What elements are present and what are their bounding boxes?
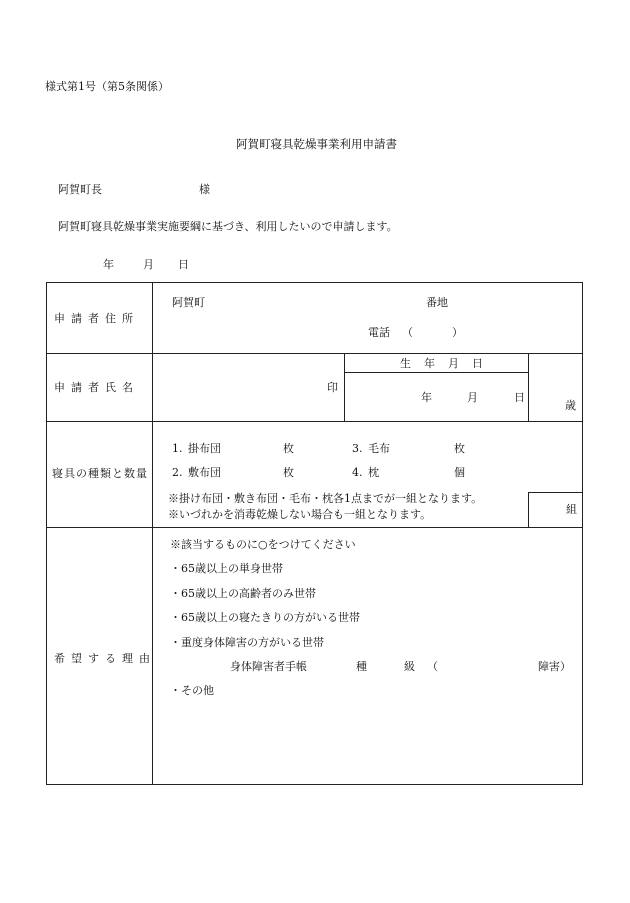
- birth-header-4: 日: [472, 357, 483, 370]
- date-month-label: 月: [143, 258, 154, 271]
- item-num-3: 3.: [352, 442, 363, 455]
- birth-month-label: 月: [467, 391, 478, 404]
- set-box-top: [528, 492, 582, 493]
- reason-option-3: ・65歳以上の寝たきりの方がいる世帯: [170, 611, 360, 624]
- birth-header-3: 月: [448, 357, 459, 370]
- item-name-3: 毛布: [368, 442, 390, 455]
- set-box-left: [528, 492, 529, 527]
- item-name-1: 掛布団: [188, 442, 221, 455]
- birth-header-1: 生: [400, 357, 411, 370]
- reason-option-other: ・その他: [170, 684, 214, 697]
- address-banchi: 番地: [426, 296, 448, 309]
- row-divider-2: [47, 421, 582, 422]
- item-num-4: 4.: [352, 466, 363, 479]
- reason-option-2: ・65歳以上の高齢者のみ世帯: [170, 587, 316, 600]
- handbook-grade: 級: [404, 660, 415, 673]
- item-name-4: 枕: [368, 466, 379, 479]
- form-number: 様式第1号（第5条関係）: [45, 80, 169, 93]
- date-day-label: 日: [178, 258, 189, 271]
- handbook-type: 種: [356, 660, 367, 673]
- item-num-1: 1.: [172, 442, 183, 455]
- row-divider-1: [47, 353, 582, 354]
- bedding-note-1: ※掛け布団・敷き布団・毛布・枕各1点までが一組となります。: [168, 492, 483, 505]
- handbook-close: 障害）: [538, 660, 571, 673]
- bedding-label: 寝具の種類と数量: [52, 467, 148, 480]
- handbook-label: 身体障害者手帳: [230, 660, 307, 673]
- birth-header-divider: [344, 372, 528, 373]
- label-column-divider: [152, 283, 153, 784]
- item-unit-3: 枚: [454, 442, 465, 455]
- birth-year-label: 年: [421, 391, 432, 404]
- application-table: [46, 282, 583, 785]
- item-name-2: 敷布団: [188, 466, 221, 479]
- reason-instruction: ※該当するものに○をつけてください: [170, 538, 356, 551]
- address-town: 阿賀町: [172, 296, 205, 309]
- reason-option-1: ・65歳以上の単身世帯: [170, 562, 283, 575]
- item-unit-2: 枚: [283, 466, 294, 479]
- addressee-honorific: 様: [199, 183, 210, 196]
- item-unit-4: 個: [454, 466, 465, 479]
- birth-header-2: 年: [424, 357, 435, 370]
- address-label: 申請者住所: [54, 312, 139, 325]
- seal-mark: 印: [327, 381, 338, 394]
- date-year-label: 年: [103, 258, 114, 271]
- addressee-mayor: 阿賀町長: [58, 183, 102, 196]
- item-num-2: 2.: [172, 466, 183, 479]
- bedding-note-2: ※いづれかを消毒乾燥しない場合も一組となります。: [168, 508, 432, 521]
- reason-label: 希望する理由: [54, 652, 156, 665]
- phone-close-paren: ）: [452, 326, 463, 339]
- set-unit: 組: [566, 503, 577, 516]
- item-unit-1: 枚: [283, 442, 294, 455]
- phone-open-paren: （: [402, 326, 413, 339]
- form-title: 阿賀町寝具乾燥事業利用申請書: [236, 137, 397, 151]
- handbook-open-paren: （: [427, 660, 438, 673]
- birth-day-label: 日: [514, 391, 525, 404]
- row-divider-3: [47, 527, 582, 528]
- phone-label: 電話: [368, 326, 390, 339]
- age-column-divider: [528, 353, 529, 421]
- reason-option-4: ・重度身体障害の方がいる世帯: [170, 636, 324, 649]
- name-label: 申請者氏名: [54, 381, 139, 394]
- application-statement: 阿賀町寝具乾燥事業実施要綱に基づき、利用したいので申請します。: [58, 220, 398, 233]
- birth-column-divider: [344, 353, 345, 421]
- age-unit: 歳: [565, 399, 576, 412]
